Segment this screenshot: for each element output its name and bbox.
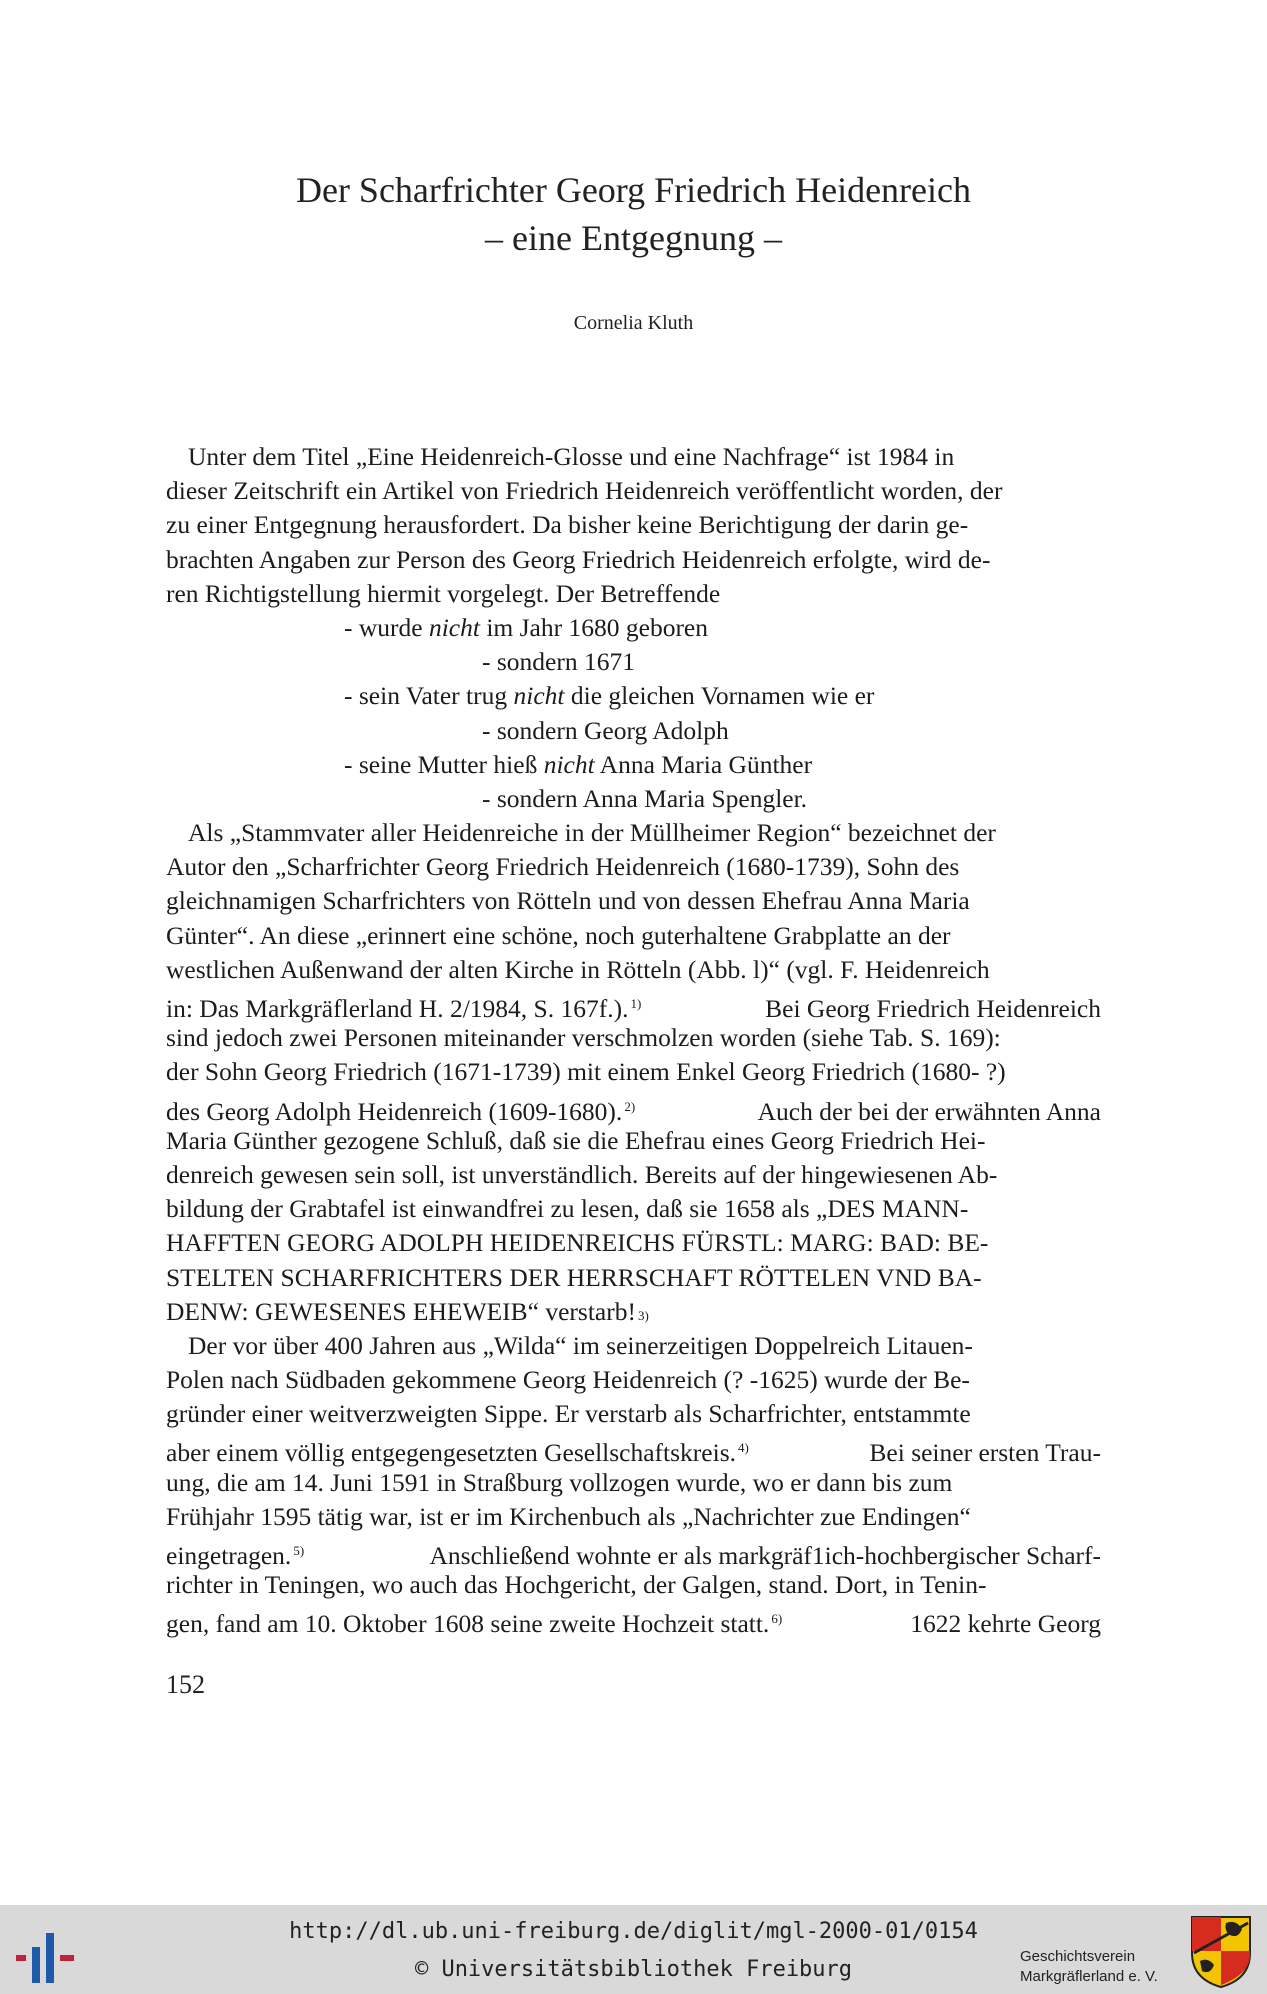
article-body (166, 440, 1101, 1637)
list-item (166, 748, 1101, 782)
article-title (0, 166, 1267, 262)
text-line: sind jedoch zwei Personen miteinander verschmolzen worden (siehe Tab. S. 169): (166, 1023, 1001, 1053)
text-line: Als „Stammvater aller Heidenreiche in der Müllheimer Region“ bezeichnet der (188, 818, 996, 848)
text-line: denreich gewesen sein soll, ist unverständlich. Bereits auf der hingewiesenen Ab- (166, 1159, 998, 1189)
list-correction: - sondern Anna Maria Spengler. (482, 783, 808, 813)
text-line: eingetragen. $^{5)}$ Anschließend wohnte er als markgräf1ich-hochbergischer Scharf- (166, 1541, 1101, 1570)
text-line: Polen nach Südbaden gekommene Georg Heidenreich (? -1625) wurde der Be- (166, 1365, 970, 1395)
footnote-mark: 3) (637, 1307, 649, 1323)
footnote-mark: 4) (738, 1440, 749, 1456)
text-line: aber einem völlig entgegengesetzten Gesellschaftskreis. $^{4)}$ Bei seiner ersten Trau- (166, 1438, 1101, 1468)
text-line: Günter“. An diese „erinnert eine schöne, noch guterhaltene Grabplatte an der (166, 920, 951, 950)
text-line: Autor den „Scharfrichter Georg Friedrich Heidenreich (1680-1739), Sohn des (166, 852, 960, 882)
list-item (166, 611, 1101, 645)
text-line: STELTEN SCHARFRICHTERS DER HERRSCHAFT RÖTTELEN VND BA- (166, 1262, 982, 1292)
footer-bar (0, 1905, 1267, 1994)
text-line: dieser Zeitschrift ein Artikel von Friedrich Heidenreich veröffentlicht worden, der (166, 476, 1003, 506)
footnote-mark: 2) (624, 1098, 636, 1114)
footnote-mark: 6) (771, 1611, 783, 1627)
footnote-mark: 5) (293, 1543, 305, 1558)
list-item-text: - wurde nicht im Jahr 1680 geboren (344, 612, 708, 642)
text-line: ren Richtigstellung hiermit vorgelegt. Der Betreffende (166, 578, 721, 608)
text-line: gleichnamigen Scharfrichters von Rötteln und von dessen Ehefrau Anna Maria (166, 886, 970, 916)
text-line: in: Das Markgräflerland H. 2/1984, S. 167f.). $^{1)}$ Bei Georg Friedrich Heidenreich (166, 994, 1101, 1023)
text-line: zu einer Entgegnung herausfordert. Da bisher keine Berichtigung der darin ge- (166, 510, 969, 540)
text-line: richter in Teningen, wo auch das Hochgericht, der Galgen, stand. Dort, in Tenin- (166, 1570, 987, 1600)
text-line: gründer einer weitverzweigten Sippe. Er verstarb als Scharfrichter, entstammte (166, 1399, 971, 1429)
text-line: DENW: GEWESENES EHEWEIB“ verstarb! 3) (166, 1295, 1101, 1329)
list-item (166, 679, 1101, 713)
title-line-2: – eine Entgegnung – (485, 218, 782, 258)
list-correction: - sondern 1671 (482, 647, 635, 677)
text-line: der Sohn Georg Friedrich (1671-1739) mit einem Enkel Georg Friedrich (1680- ?) (166, 1057, 1006, 1087)
text-line: des Georg Adolph Heidenreich (1609-1680). $^{2)}$ Auch der bei der erwähnten Anna (166, 1096, 1101, 1126)
text-line: Frühjahr 1595 tätig war, ist er im Kirchenbuch als „Nachrichter zue Endingen“ (166, 1501, 971, 1531)
author-name: Cornelia Kluth (573, 312, 694, 334)
list-item-text: - sein Vater trug nicht die gleichen Vornamen wie er (344, 681, 875, 711)
text-line: Maria Günther gezogene Schluß, daß sie die Ehefrau eines Georg Friedrich Hei- (166, 1125, 986, 1155)
text-line: ung, die am 14. Juni 1591 in Straßburg vollzogen wurde, wo er dann bis zum (166, 1467, 953, 1497)
text-line: Der vor über 400 Jahren aus „Wilda“ im seinerzeitigen Doppelreich Litauen- (188, 1330, 973, 1360)
society-name: Geschichtsverein Markgräflerland e. V. (1020, 1948, 1158, 1985)
page-number: 152 (166, 1670, 205, 1699)
text-line: bildung der Grabtafel ist einwandfrei zu lesen, daß sie 1658 als „DES MANN- (166, 1194, 969, 1224)
text-line: gen, fand am 10. Oktober 1608 seine zweite Hochzeit statt. $^{6)}$ 1622 kehrte Georg (166, 1609, 1101, 1639)
text-line: brachten Angaben zur Person des Georg Friedrich Heidenreich erfolgte, wird de- (166, 544, 991, 574)
text-line: westlichen Außenwand der alten Kirche in Rötteln (Abb. l)“ (vgl. F. Heidenreich (166, 954, 990, 984)
text-line: Unter dem Titel „Eine Heidenreich-Glosse und eine Nachfrage“ ist 1984 in (188, 442, 955, 471)
title-line-1: Der Scharfrichter Georg Friedrich Heidenreich (295, 170, 972, 210)
footnote-mark: 1) (630, 996, 642, 1011)
coat-of-arms-icon (1188, 1913, 1254, 1989)
list-item-text: - seine Mutter hieß nicht Anna Maria Günther (344, 749, 813, 779)
text-line: HAFFTEN GEORG ADOLPH HEIDENREICHS FÜRSTL: MARG: BAD: BE- (166, 1228, 989, 1258)
source-url-link[interactable]: http://dl.ub.uni-freiburg.de/diglit/mgl-2000-01/0154 (289, 1919, 978, 1944)
copyright-text: © Universitätsbibliothek Freiburg (414, 1957, 853, 1982)
list-correction: - sondern Georg Adolph (482, 715, 729, 745)
